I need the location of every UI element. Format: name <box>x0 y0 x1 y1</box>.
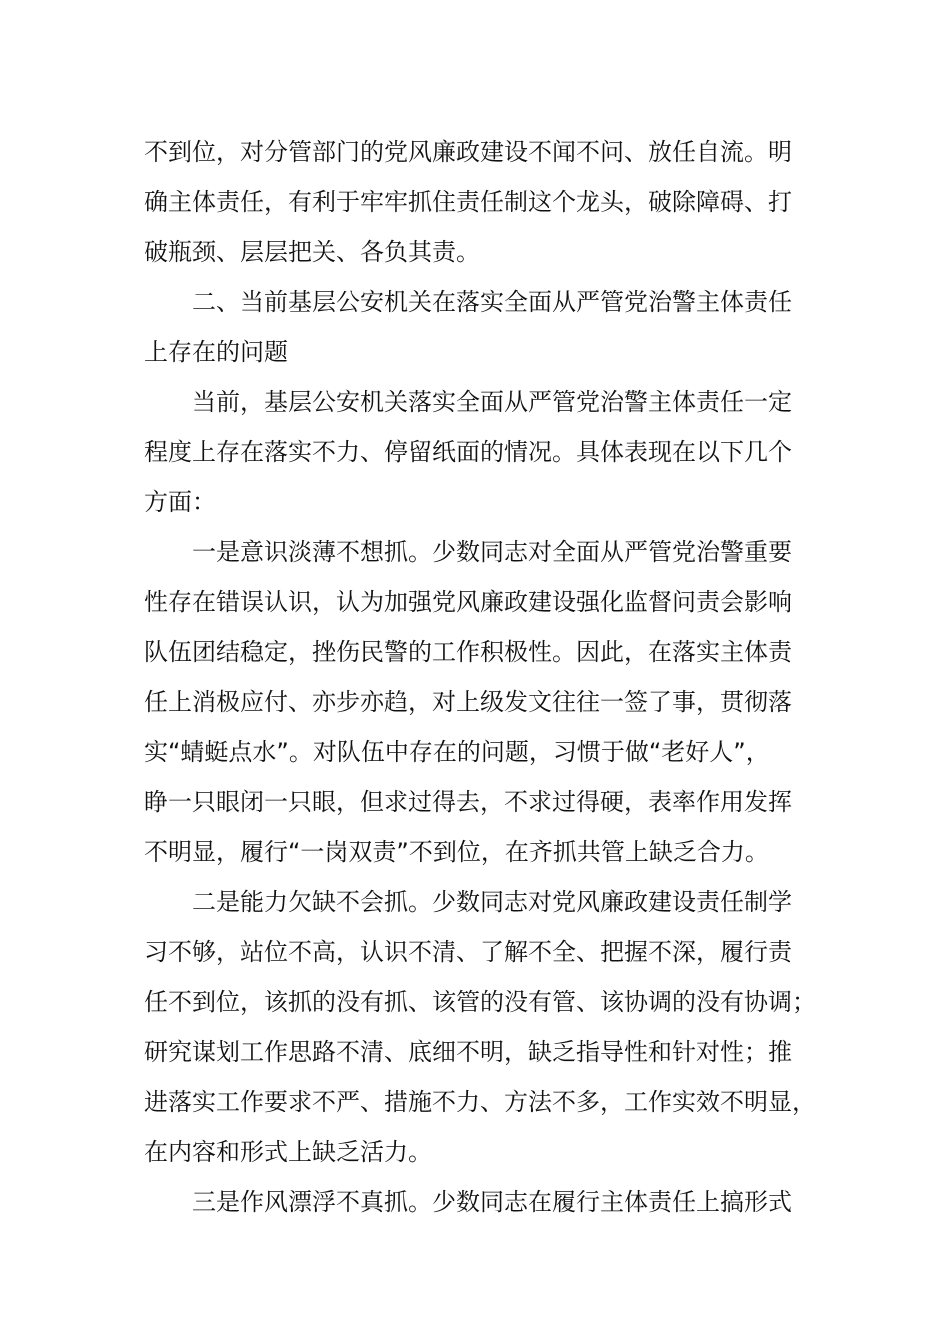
text-line: 程度上存在落实不力、停留纸面的情况。具体表现在以下几个 <box>144 438 792 466</box>
text-line: 三是作风漂浮不真抓。少数同志在履行主体责任上搞形式 <box>192 1188 792 1216</box>
document-body <box>144 127 824 1227</box>
text-line: 习不够，站位不高，认识不清、了解不全、把握不深，履行责 <box>144 938 792 966</box>
text-line: 在内容和形式上缺乏活力。 <box>144 1138 432 1166</box>
text-line: 不到位，对分管部门的党风廉政建设不闻不问、放任自流。明 <box>144 138 792 166</box>
text-line: 当前，基层公安机关落实全面从严管党治警主体责任一定 <box>192 388 792 416</box>
text-line: 实“蜻蜓点水”。对队伍中存在的问题，习惯于做“老好人”， <box>144 738 770 766</box>
text-line: 一是意识淡薄不想抓。少数同志对全面从严管党治警重要 <box>192 538 792 566</box>
text-line: 任不到位，该抓的没有抓、该管的没有管、该协调的没有协调； <box>144 988 816 1016</box>
text-line: 二是能力欠缺不会抓。少数同志对党风廉政建设责任制学 <box>192 888 792 916</box>
text-line: 性存在错误认识，认为加强党风廉政建设强化监督问责会影响 <box>144 588 792 616</box>
text-line: 方面： <box>144 488 216 516</box>
section-heading-line: 上存在的问题 <box>144 338 288 366</box>
text-line: 确主体责任，有利于牢牢抓住责任制这个龙头，破除障碍、打 <box>144 188 792 216</box>
text-line: 研究谋划工作思路不清、底细不明，缺乏指导性和针对性；推 <box>144 1038 792 1066</box>
text-line: 队伍团结稳定，挫伤民警的工作积极性。因此，在落实主体责 <box>144 638 792 666</box>
section-heading-line: 二、当前基层公安机关在落实全面从严管党治警主体责任 <box>192 288 792 316</box>
text-line: 睁一只眼闭一只眼，但求过得去，不求过得硬，表率作用发挥 <box>144 788 792 816</box>
text-line: 破瓶颈、层层把关、各负其责。 <box>144 238 480 266</box>
text-line: 任上消极应付、亦步亦趋，对上级发文往往一签了事，贯彻落 <box>144 688 792 716</box>
text-line: 进落实工作要求不严、措施不力、方法不多，工作实效不明显， <box>144 1088 816 1116</box>
text-line: 不明显，履行“一岗双责”不到位，在齐抓共管上缺乏合力。 <box>144 838 769 866</box>
